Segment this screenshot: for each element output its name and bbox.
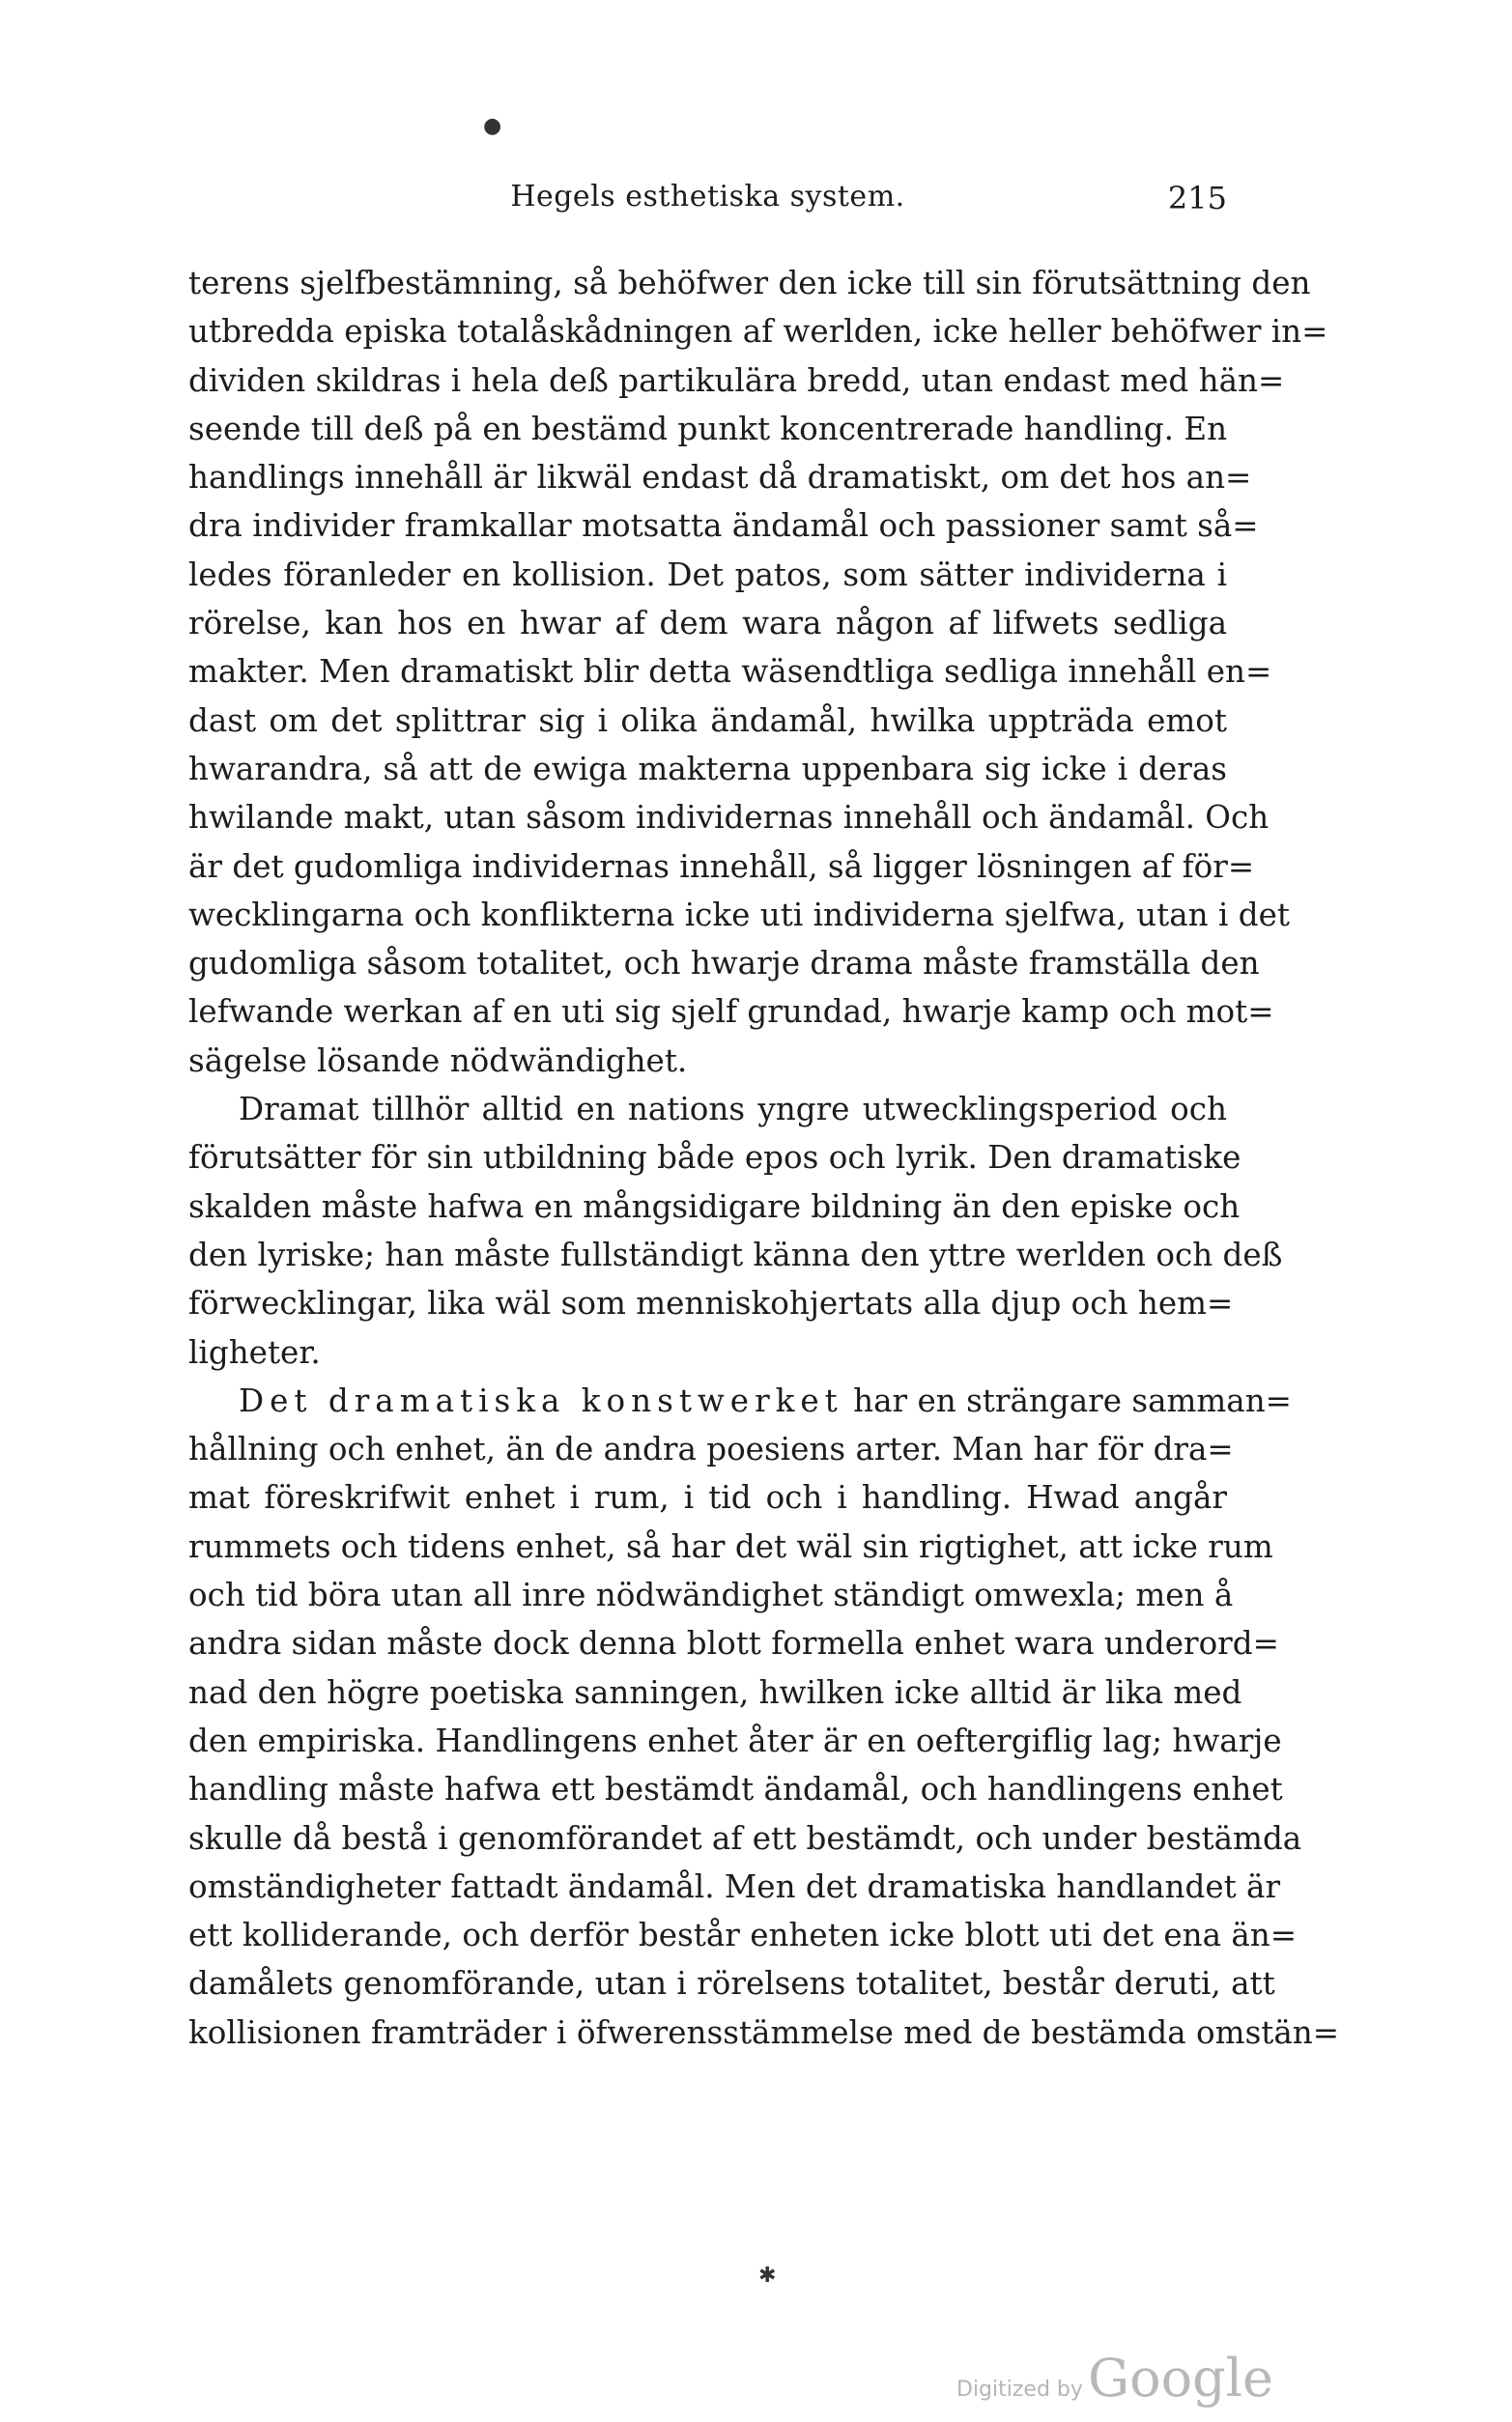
text-line: rummets och tidens enhet, så har det wäl sin rigtighet, att icke rum (188, 1527, 1273, 1565)
text-line: skalden måste hafwa en mångsidigare bildning än den episke och (188, 1187, 1241, 1225)
text-line: sägelse lösande nödwändighet. (188, 1041, 688, 1079)
text-line: makter. Men dramatiskt blir detta wäsendtliga sedliga innehåll en= (188, 653, 1272, 691)
running-title: Hegels esthetiska system. (510, 180, 905, 214)
text-line: dividen skildras i hela deß partikulära bredd, utan endast med hän= (188, 361, 1285, 399)
text-line: wecklingarna och konflikterna icke uti individerna sjelfwa, utan i det (188, 896, 1290, 933)
text-line: terens sjelfbestämning, så behöfwer den icke till sin förutsättning den (188, 265, 1311, 301)
text-line: seende till deß på en bestämd punkt koncentrerade handling. En (188, 410, 1228, 447)
text-line-rest: har en strängare samman= (842, 1382, 1292, 1419)
text-line: nad den högre poetiska sanningen, hwilken icke alltid är lika med (188, 1673, 1242, 1711)
digitized-by-google-watermark (956, 2348, 1273, 2408)
text-line: den empiriska. Handlingens enhet åter är en oeftergiflig lag; hwarje (188, 1722, 1282, 1759)
text-line: utbredda episka totalåskådningen af werlden, icke heller behöfwer in= (188, 313, 1328, 351)
text-line: Dramat tillhör alltid en nations yngre utwecklingsperiod och (239, 1091, 1227, 1128)
paragraph (188, 1377, 1340, 2057)
text-line: handlings innehåll är likwäl endast då dramatiskt, om det hos an= (188, 459, 1252, 497)
text-line: gudomliga såsom totalitet, och hwarje drama måste framställa den (188, 945, 1260, 983)
text-line: rörelse, kan hos en hwar af dem wara någon af lifwets sedliga (188, 605, 1227, 642)
text-line: kollisionen framträder i öfwerensstämmelse med de bestämda omstän= (188, 2013, 1340, 2051)
text-line: lefwande werkan af en uti sig sjelf grundad, hwarje kamp och mot= (188, 993, 1274, 1031)
text-line: förutsätter för sin utbildning både epos och lyrik. Den dramatiske (188, 1139, 1241, 1177)
paragraph (188, 1085, 1283, 1377)
text-line: andra sidan måste dock denna blott formella enhet wara underord= (188, 1625, 1279, 1663)
body-text (188, 259, 1340, 2057)
text-line: skulle då bestå i genomförandet af ett bestämdt, och under bestämda (188, 1819, 1302, 1857)
ink-speck-mark: ✱ (758, 2264, 777, 2288)
text-line: ledes föranleder en kollision. Det patos, som sätter individerna i (188, 556, 1227, 593)
text-line: är det gudomliga individernas innehåll, så ligger lösningen af för= (188, 847, 1255, 885)
text-line: förwecklingar, lika wäl som menniskohjertats alla djup och hem= (188, 1285, 1234, 1323)
text-line: hwarandra, så att de ewiga makterna uppenbara sig icke i deras (188, 750, 1227, 787)
text-line (188, 1377, 1292, 1425)
paragraph (188, 259, 1328, 1085)
text-line: dra individer framkallar motsatta ändamål och passioner samt så= (188, 507, 1259, 545)
google-logo: Google (1088, 2348, 1273, 2408)
ink-dot-mark: ● (483, 114, 502, 138)
text-line: hållning och enhet, än de andra poesiens arter. Man har för dra= (188, 1431, 1234, 1468)
text-line: dast om det splittrar sig i olika ändamål, hwilka uppträda emot (188, 701, 1227, 739)
text-line: handling måste hafwa ett bestämdt ändamål, och handlingens enhet (188, 1771, 1283, 1809)
spaced-emphasis: Det dramatiska konstwerket (239, 1382, 843, 1419)
digitized-by-text: Digitized by (956, 2378, 1083, 2402)
text-line: ligheter. (188, 1333, 321, 1371)
text-line: och tid böra utan all inre nödwändighet ständigt omwexla; men å (188, 1577, 1234, 1614)
text-line: hwilande makt, utan såsom individernas innehåll och ändamål. Och (188, 799, 1270, 837)
text-line: omständigheter fattadt ändamål. Men det dramatiska handlandet är (188, 1867, 1281, 1905)
page-number: 215 (1167, 180, 1227, 216)
text-line: mat föreskrifwit enhet i rum, i tid och i handling. Hwad angår (188, 1479, 1227, 1517)
text-line: den lyriske; han måste fullständigt känna den yttre werlden och deß (188, 1236, 1283, 1273)
text-line: damålets genomförande, utan i rörelsens totalitet, består deruti, att (188, 1965, 1275, 2003)
page-header (188, 180, 1227, 228)
text-line: ett kolliderande, och derför består enheten icke blott uti det ena än= (188, 1917, 1298, 1954)
